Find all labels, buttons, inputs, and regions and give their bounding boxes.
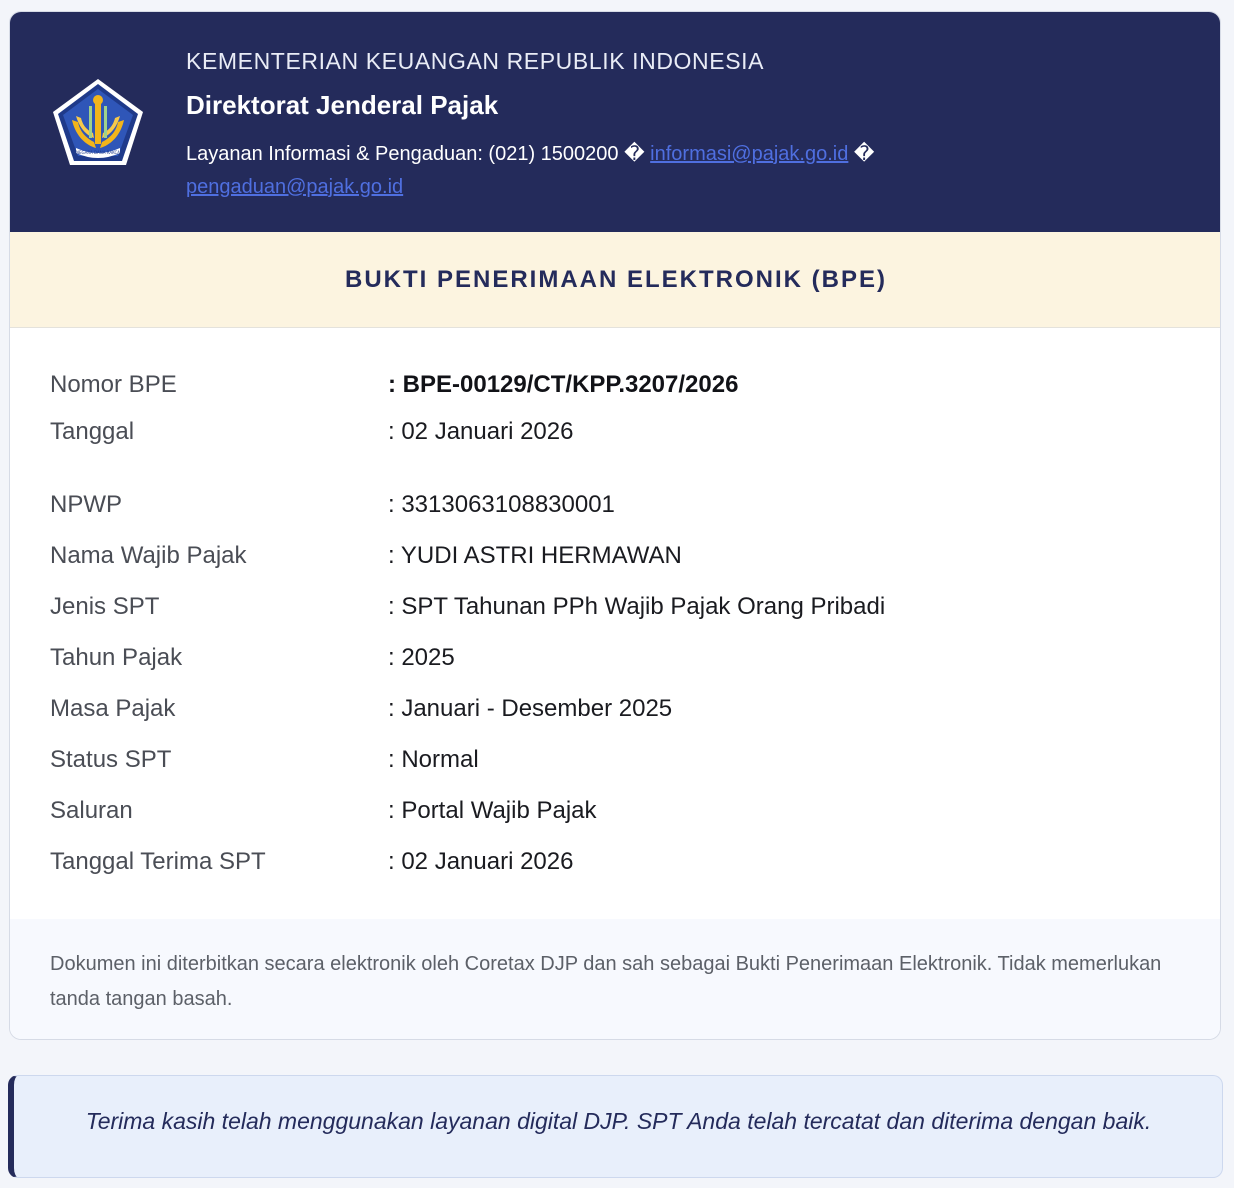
value-saluran: : Portal Wajib Pajak [388, 797, 597, 824]
emblem-motto: NEGARA DANA RAKCA [75, 150, 121, 155]
footer-note: Dokumen ini diterbitkan secara elektronik oleh Coretax DJP dan sah sebagai Bukti Penerimaan Elektronik. Tidak memerlukan tanda tangan basah. [50, 953, 1162, 1010]
value-nama: : YUDI ASTRI HERMAWAN [388, 542, 682, 569]
contact-info [186, 138, 1006, 204]
label-status-spt: Status SPT [50, 746, 172, 773]
label-jenis-spt: Jenis SPT [50, 593, 160, 620]
value-npwp: : 3313063108830001 [388, 491, 615, 518]
djp-emblem-icon [50, 76, 146, 168]
label-nomor-bpe: Nomor BPE [50, 371, 177, 398]
label-npwp: NPWP [50, 491, 122, 518]
value-tanggal-terima: : 02 Januari 2026 [388, 848, 574, 875]
label-masa-pajak: Masa Pajak [50, 695, 176, 722]
label-tahun-pajak: Tahun Pajak [50, 644, 183, 671]
contact-separator: � [848, 143, 875, 165]
value-masa-pajak: : Januari - Desember 2025 [388, 695, 673, 722]
header-banner [10, 12, 1221, 232]
footer-note-box [10, 919, 1221, 1040]
directorate-name: Direktorat Jenderal Pajak [186, 90, 499, 120]
document-title: BUKTI PENERIMAAN ELEKTRONIK (BPE) [344, 266, 887, 293]
email-info-link[interactable]: informasi@pajak.go.id [650, 143, 849, 165]
value-nomor-bpe: : BPE-00129/CT/KPP.3207/2026 [388, 371, 739, 398]
value-jenis-spt: : SPT Tahunan PPh Wajib Pajak Orang Pribadi [388, 593, 886, 620]
label-tanggal-terima: Tanggal Terima SPT [50, 848, 266, 875]
thank-you-banner [8, 1075, 1223, 1178]
value-tahun-pajak: : 2025 [388, 644, 455, 671]
bpe-card [9, 11, 1221, 1040]
email-complaint-link[interactable]: pengaduan@pajak.go.id [186, 176, 404, 198]
value-tanggal: : 02 Januari 2026 [388, 418, 574, 445]
ministry-name: KEMENTERIAN KEUANGAN REPUBLIK INDONESIA [186, 48, 765, 74]
thank-you-message: Terima kasih telah menggunakan layanan digital DJP. SPT Anda telah tercatat dan diterima dengan baik. [85, 1108, 1152, 1134]
contact-prefix: Layanan Informasi & Pengaduan: (021) 1500200 � [186, 143, 651, 165]
title-band [10, 232, 1221, 328]
label-saluran: Saluran [50, 797, 133, 824]
label-nama: Nama Wajib Pajak [50, 542, 247, 569]
label-tanggal: Tanggal [50, 418, 135, 445]
value-status-spt: : Normal [388, 746, 479, 773]
